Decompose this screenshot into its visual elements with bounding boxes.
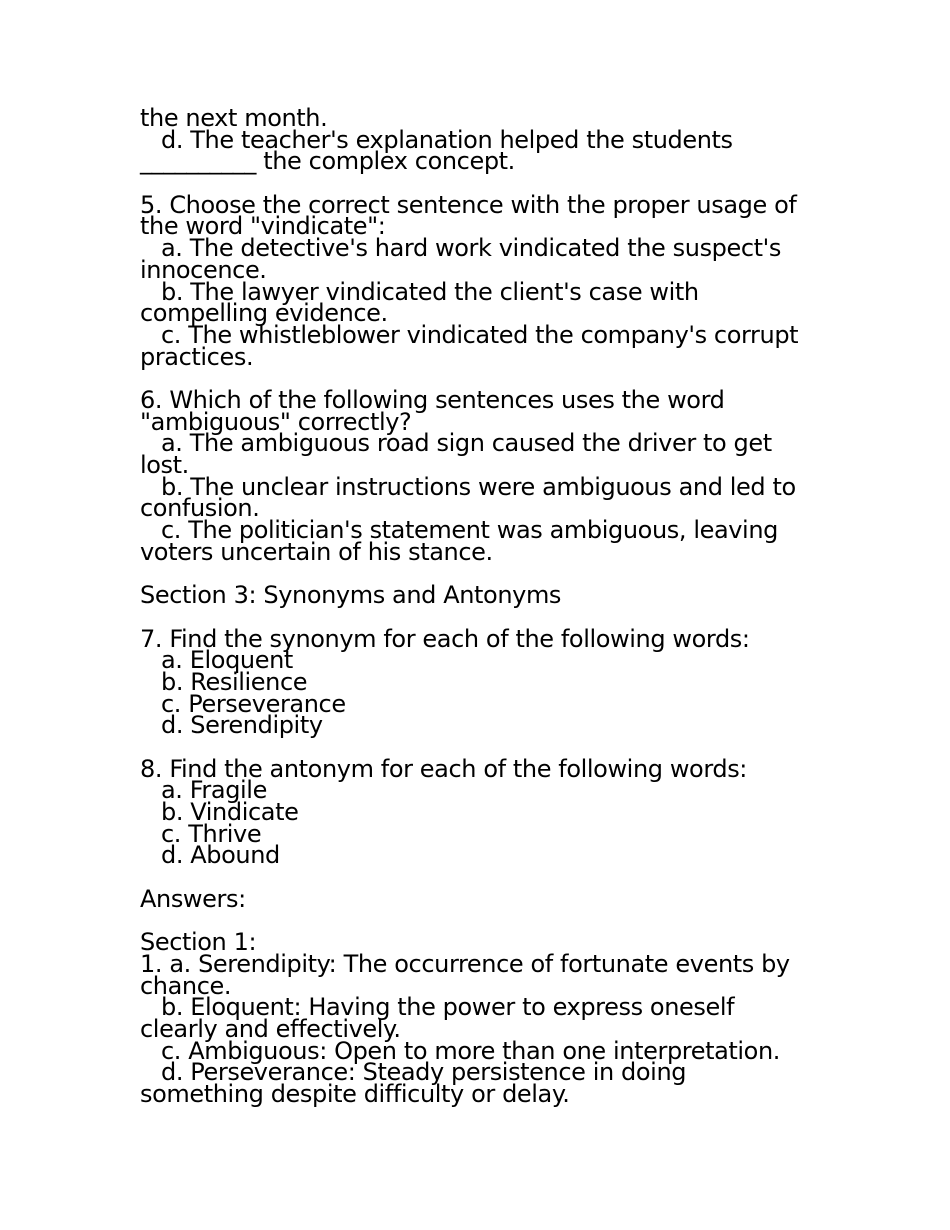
q5-option-a-cont: innocence. xyxy=(140,255,267,284)
question-7: 7. Find the synonym for each of the following words: xyxy=(140,624,750,653)
q5-option-c-cont: practices. xyxy=(140,342,254,371)
q7-item: c. Perseverance xyxy=(161,689,346,718)
q5-option-b: b. The lawyer vindicated the client's case with xyxy=(161,277,699,306)
answer-1d: d. Perseverance: Steady persistence in doing xyxy=(161,1058,687,1087)
question-5-cont: the word "vindicate": xyxy=(140,212,386,241)
q8-item: c. Thrive xyxy=(161,819,262,848)
question-8: 8. Find the antonym for each of the following words: xyxy=(140,754,747,783)
q7-item: d. Serendipity xyxy=(161,711,323,740)
q5-option-c: c. The whistleblower vindicated the company's corrupt xyxy=(161,320,799,349)
text-line: the next month. xyxy=(140,104,328,132)
q5-option-a: a. The detective's hard work vindicated the suspect's xyxy=(161,234,781,263)
q6-option-c: c. The politician's statement was ambiguous, leaving xyxy=(161,516,778,545)
answer-1d-cont: something despite difficulty or delay. xyxy=(140,1079,570,1108)
answer-1b-cont: clearly and effectively. xyxy=(140,1014,401,1043)
question-6-cont: "ambiguous" correctly? xyxy=(140,407,412,436)
option-d: d. The teacher's explanation helped the students xyxy=(161,125,733,154)
answer-1c: c. Ambiguous: Open to more than one interpretation. xyxy=(161,1036,780,1065)
section-3-heading: Section 3: Synonyms and Antonyms xyxy=(140,581,562,610)
document-page xyxy=(140,104,830,1108)
q8-item: a. Fragile xyxy=(161,776,267,805)
q6-option-b-cont: confusion. xyxy=(140,494,260,523)
question-6: 6. Which of the following sentences uses the word xyxy=(140,385,725,414)
q5-option-b-cont: compelling evidence. xyxy=(140,299,388,328)
q6-option-c-cont: voters uncertain of his stance. xyxy=(140,537,493,566)
q6-option-a: a. The ambiguous road sign caused the driver to get xyxy=(161,429,772,458)
option-d-cont: __________ the complex concept. xyxy=(140,147,515,176)
answer-1a: 1. a. Serendipity: The occurrence of fortunate events by xyxy=(140,949,790,978)
question-5: 5. Choose the correct sentence with the proper usage of xyxy=(140,190,797,219)
q7-item: a. Eloquent xyxy=(161,646,293,675)
answer-1a-cont: chance. xyxy=(140,971,232,1000)
q7-item: b. Resilience xyxy=(161,667,308,696)
answers-heading: Answers: xyxy=(140,884,246,913)
q6-option-b: b. The unclear instructions were ambiguous and led to xyxy=(161,472,796,501)
q8-item: d. Abound xyxy=(161,841,280,870)
q6-option-a-cont: lost. xyxy=(140,451,189,479)
answer-1b: b. Eloquent: Having the power to express oneself xyxy=(161,993,735,1022)
q8-item: b. Vindicate xyxy=(161,798,299,826)
section-1-heading: Section 1: xyxy=(140,928,257,957)
